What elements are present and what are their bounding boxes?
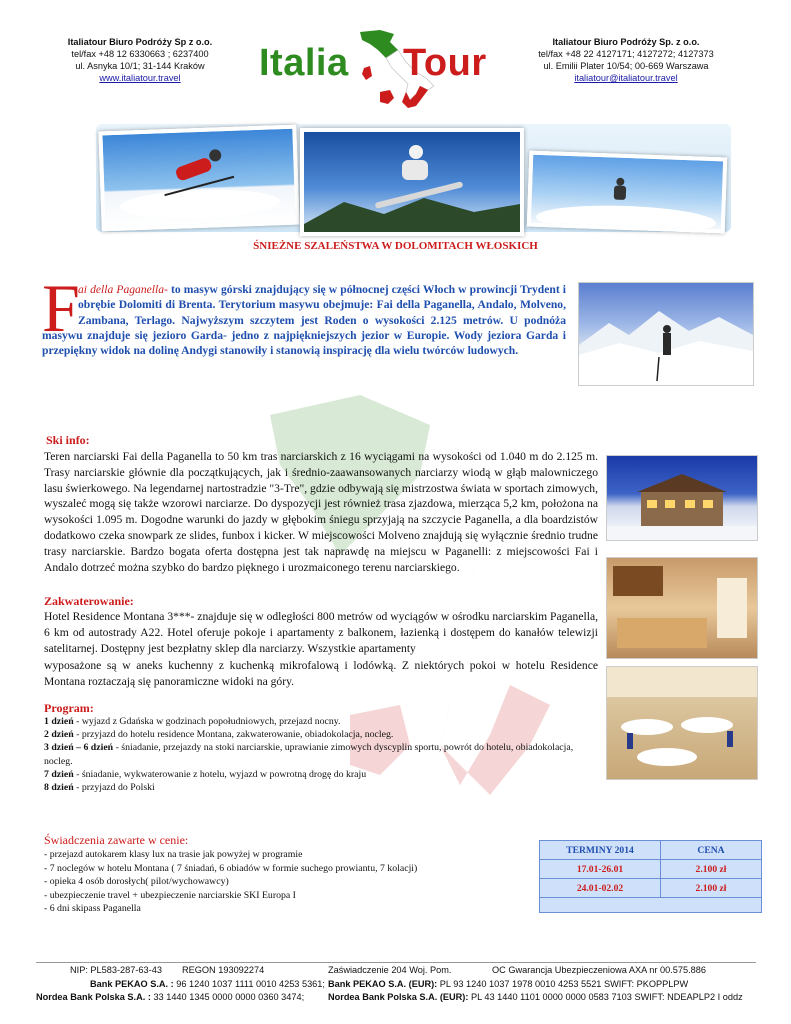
list-item: - ubezpieczenie travel + ubezpieczenie narciarskie SKI Europa I (44, 889, 296, 901)
list-item: - przejazd autokarem klasy lux na trasie jak powyżej w programie (44, 849, 303, 860)
phone-left: tel/fax +48 12 6330663 ; 6237400 (71, 49, 209, 59)
snowboarder-photo (300, 128, 524, 236)
list-item: 7 dzień - śniadanie, wykwaterowanie z hotelu, wyjazd w powrotną drogę do kraju (44, 768, 367, 780)
term-price: 2.100 zł (661, 879, 762, 898)
logo-tour-text: Tour (403, 42, 487, 84)
skier-icon (102, 129, 295, 228)
included-list (44, 848, 534, 916)
address-right: ul. Emilii Plater 10/54; 00-669 Warszawa (543, 61, 709, 71)
restaurant-photo (606, 666, 758, 780)
company-name-right: Italiatour Biuro Podróży Sp. z o.o. (552, 37, 700, 47)
hotel-bar-photo (606, 557, 758, 659)
address-left: ul. Asnyka 10/1; 31-144 Kraków (75, 61, 205, 71)
list-item: 2 dzień - przyjazd do hotelu residence Montana, zakwaterowanie, obiadokolacja, nocleg. (44, 729, 394, 741)
dining-icon (607, 667, 757, 779)
price-header: CENA (661, 841, 762, 860)
bar-icon (607, 558, 757, 658)
snowboarder-icon (304, 132, 520, 232)
ski-info-heading: Ski info: (46, 433, 90, 447)
footer (36, 964, 756, 1005)
email-link[interactable]: italiatour@italiatour.travel (574, 73, 678, 83)
table-row (540, 879, 762, 898)
snowboard-jump-photo (527, 151, 728, 234)
mountain-icon (579, 283, 753, 385)
logo-italia-text: Italia (259, 42, 349, 84)
accommodation-text-1: Hotel Residence Montana 3***- znajduje się w odległości 800 metrów od wyciągów w ośrodku narciarskim Paganella, 6 km od autostrady A22. Hotel oferuje pokoje i apartamenty z balkonem, łazienką i dostępem do kanałów telewizji satelitarnej. Dostępny jest bezpłatny sklep dla narciarzy. Wszystkie apartamenty (44, 610, 598, 655)
footer-divider (36, 962, 756, 963)
header-left-contact (40, 36, 240, 84)
term-price: 2.100 zł (661, 860, 762, 879)
skier-photo (98, 125, 299, 232)
accommodation-text-2: wyposażone są w aneks kuchenny z kuchenką mikrofalową i lodówką. Z niektórych pokoi w hotelu Residence Montana roztaczają się panoramiczne widoki na góry. (44, 659, 598, 688)
company-name-left: Italiatour Biuro Podróży Sp z o.o. (67, 37, 213, 47)
intro-paragraph (42, 282, 566, 358)
intro-place-name: ai della Paganella- (78, 283, 168, 296)
included-heading: Świadczenia zawarte w cenie: (44, 833, 189, 847)
header-right-contact (516, 36, 736, 84)
list-item: - opieka 4 osób dorosłych( pilot/wychowawcy) (44, 876, 229, 888)
program-list (44, 715, 600, 794)
phone-right: tel/fax +48 22 4127171; 4127272; 4127373 (538, 49, 714, 59)
mountain-skier-photo (578, 282, 754, 386)
accommodation-heading: Zakwaterowanie: (44, 594, 134, 608)
hotel-building-icon (607, 456, 757, 540)
italia-tour-logo (255, 28, 505, 110)
footer-line-3: Nordea Bank Polska S.A. : 33 1440 1345 0000 0000 0360 3474; Nordea Bank Polska S.A. (EUR): PL 43 1440 1101 0000 0000 0583 7103 SWIFT: NDEAPLP2 I oddz (36, 992, 743, 1002)
terms-header: TERMINY 2014 (540, 841, 661, 860)
list-item: 8 dzień - przyjazd do Polski (44, 782, 155, 794)
price-table (539, 840, 762, 913)
hotel-exterior-photo (606, 455, 758, 541)
website-link[interactable]: www.italiatour.travel (99, 73, 181, 83)
list-item: - 6 dni skipass Paganella (44, 903, 141, 915)
footer-line-1: NIP: PL583-287-63-43 REGON 193092274 Zaświadczenie 204 Woj. Pom. OC Gwarancja Ubezpieczeniowa AXA nr 00.575.886 (70, 965, 706, 975)
page-title: ŚNIEŻNE SZALEŃSTWA W DOLOMITACH WŁOSKICH (253, 240, 538, 252)
intro-text: to masyw górski znajdujący się w północnej części Włoch w prowincji Trydent i obrębie Dolomiti di Brenta. Terytorium masywu obejmuje: Fai della Paganella, Andalo, Molveno, Zambana, Terlago. Najwyższym szczytem jest Roden o wysokości 2.125 metrów. U podnóża masywu znajduje się jezioro Garda- jedno z najpiękniejszych jezior w Europie. Wody jeziora Garda i przepiękny widok na dolinę Andygi stanowiły i stanowią inspirację dla wielu twórców ludowych. (42, 283, 566, 358)
list-item: 3 dzień – 6 dzień - śniadanie, przejazdy na stoki narciarskie, uprawianie zimowych dyscyplin sportu, powrót do hotelu, obiadokolacja, nocleg. (44, 742, 574, 767)
jumper-icon (531, 155, 723, 230)
footer-line-2: Bank PEKAO S.A. : 96 1240 1037 1111 0010 4253 5361; Bank PEKAO S.A. (EUR): PL 93 1240 1037 1978 0010 4253 5521 SWIFT: PKOPPLPW (90, 978, 689, 989)
empty-cell (540, 898, 762, 913)
term-date: 17.01-26.01 (540, 860, 661, 879)
table-row (540, 898, 762, 913)
ski-info-text: Teren narciarski Fai della Paganella to 50 km tras narciarskich z 16 wyciągami na wysokości od 1.040 m do 2.125 m. Trasy narciarskie głównie dla początkujących, jak i średnio-zaawansowanych narciarzy wiodą w głąb malowniczego lasu świerkowego. Na legendarnej nartostradzie "3-Tre", gdzie odbywają się mistrzostwa świata w sportach zimowych, wyszaleć mogą się także wzorowi narciarze. Do dyspozycji jest również trasa zjazdowa, mierząca 5,2 km, położona na wysokości 1.095 m. Dogodne warunki do jazdy w głębokim śniegu sprzyjają na szczycie Paganella, a dla boardzistów dodatkowo czeka snowpark ze slides, funbox i kicker. W miejscowości Molveno znajdują się wyłącznie średnio trudne trasy narciarskie. Bardzo bogata oferta dostępna jest tak naprawdę na miejscu w Paganelli: z miejscowości Fai i Andalo dotrzeć można szybko do bardzo pięknego i urozmaiconego terenu narciarskiego. (44, 450, 598, 574)
table-row (540, 860, 762, 879)
list-item: 1 dzień - wyjazd z Gdańska w godzinach popołudniowych, przejazd nocny. (44, 716, 341, 727)
list-item: - 7 noclegów w hotelu Montana ( 7 śniadań, 6 obiadów w formie suchego prowiantu, 7 kolacji) (44, 862, 418, 874)
term-date: 24.01-02.02 (540, 879, 661, 898)
intro-dropcap: F (42, 270, 80, 346)
program-heading: Program: (44, 701, 94, 715)
